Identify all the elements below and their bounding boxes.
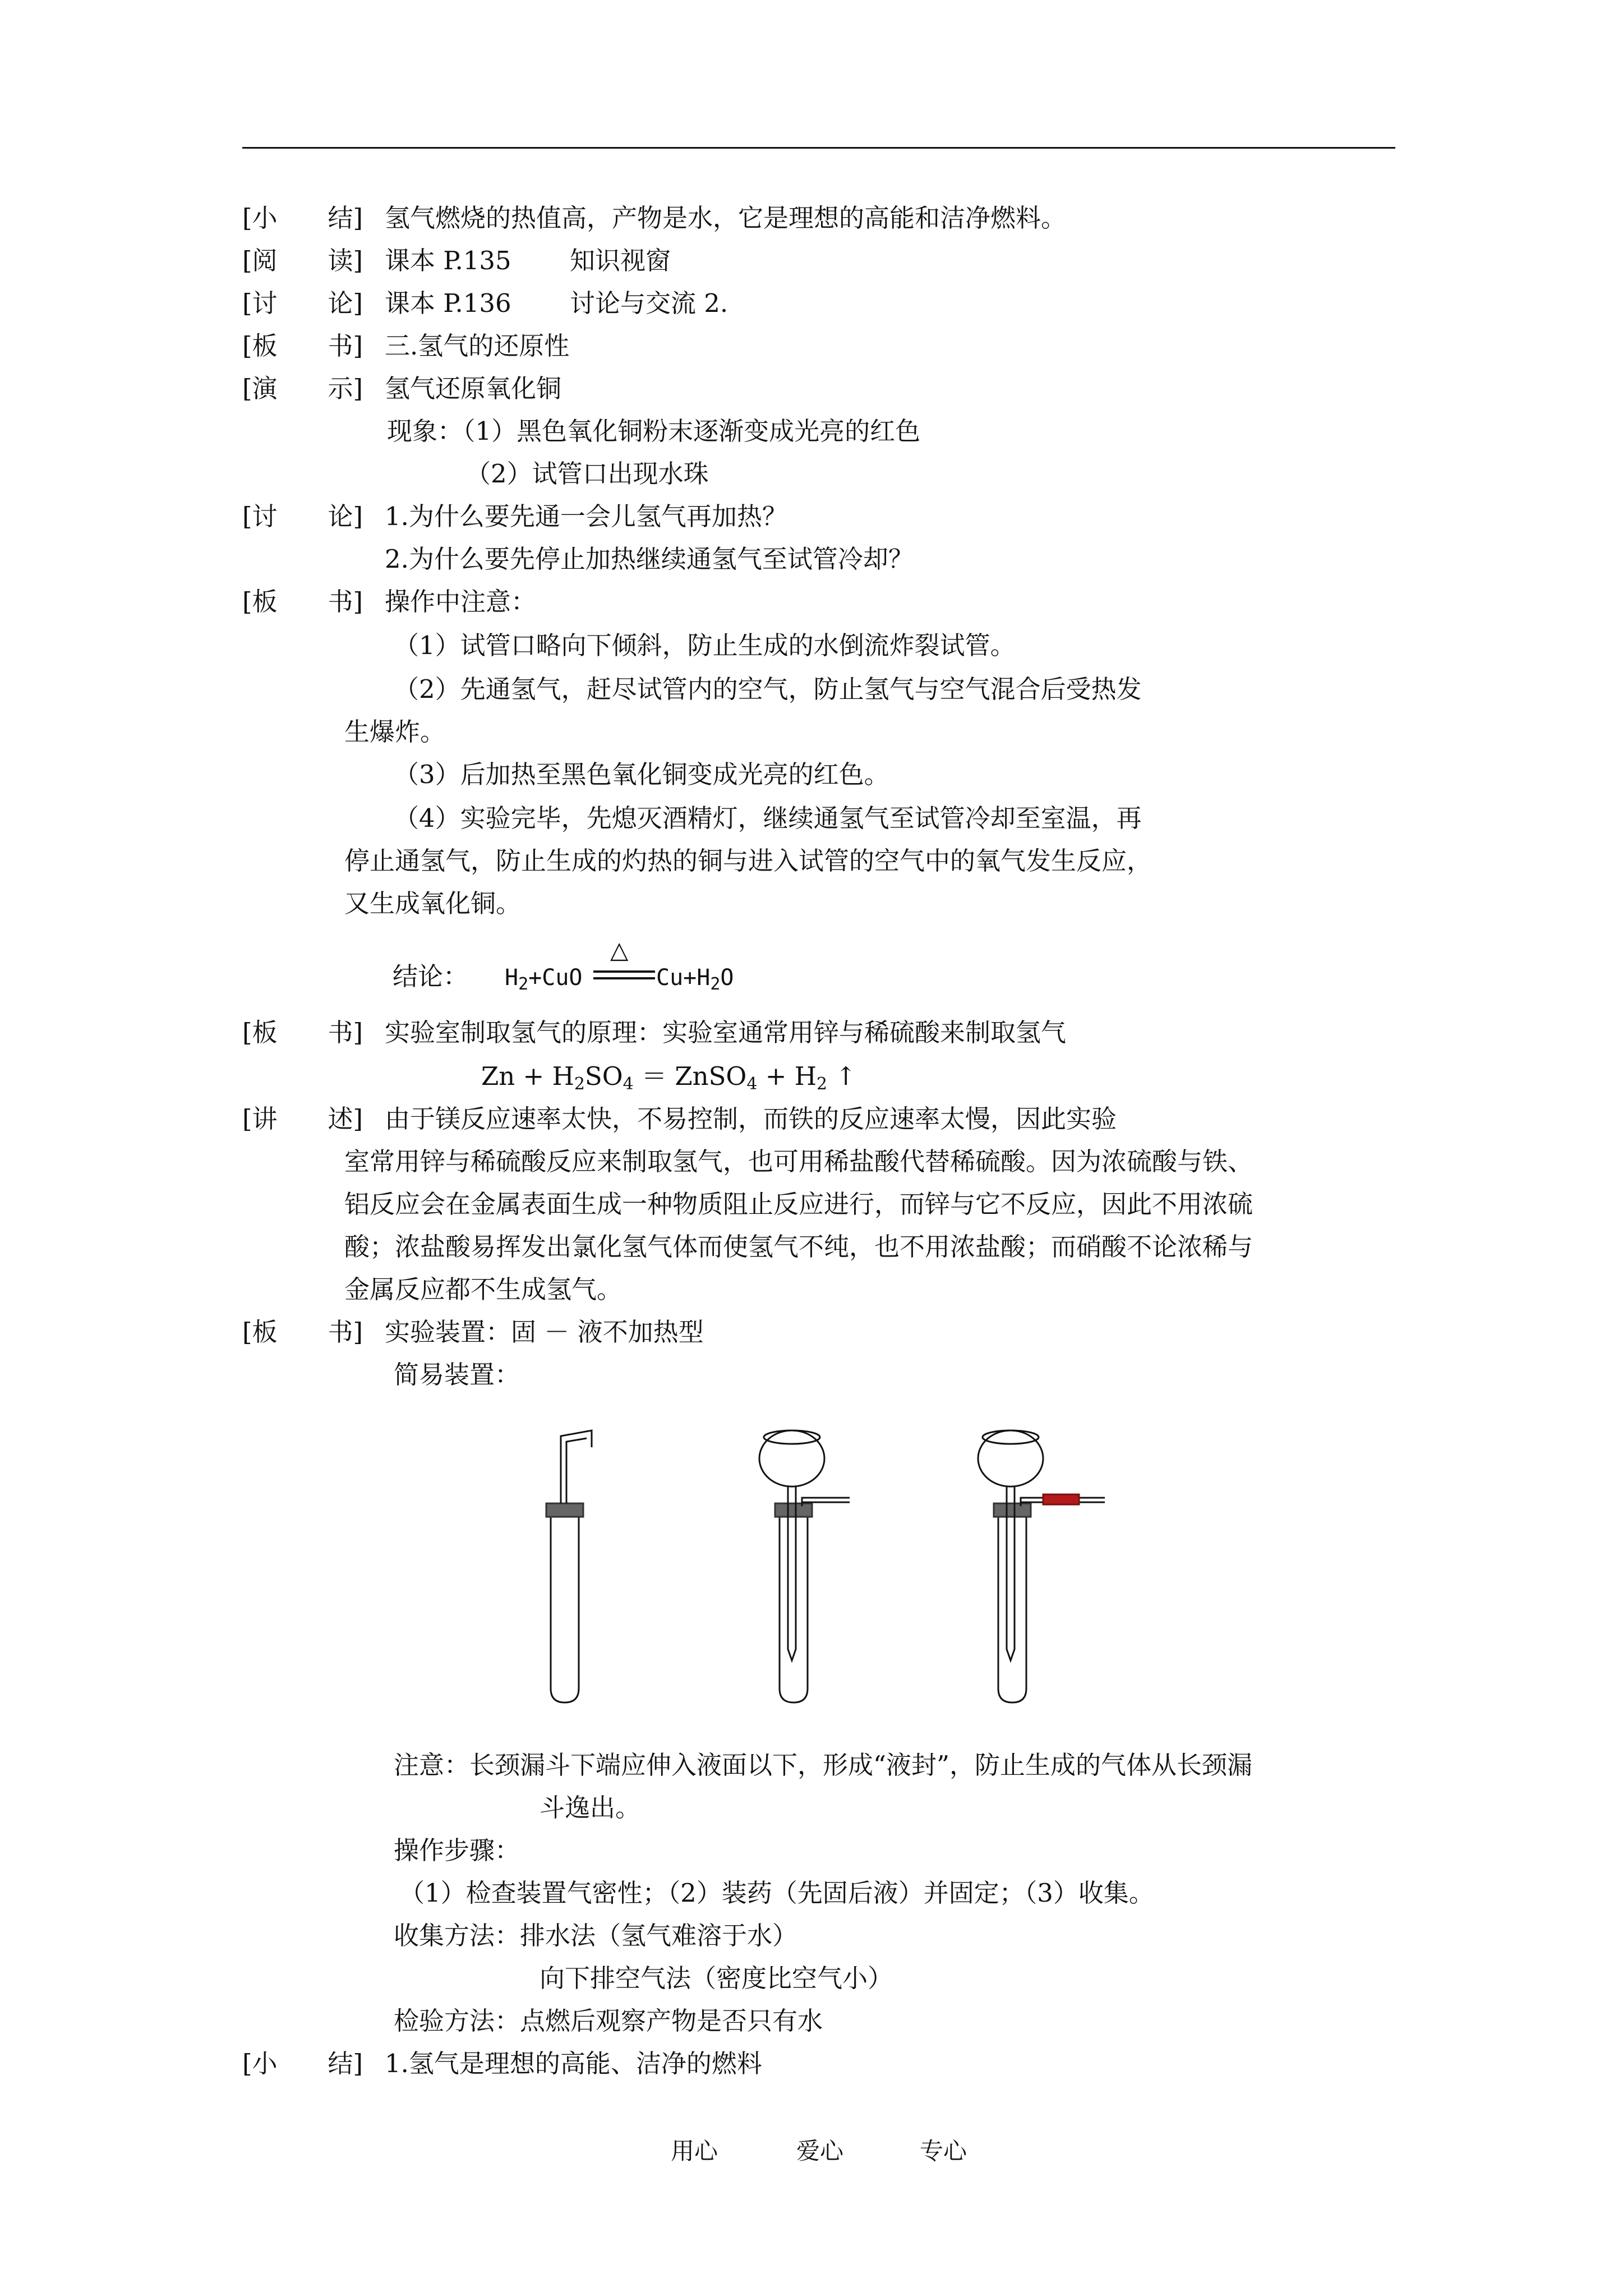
- principle-text: 实验室制取氢气的原理：实验室通常用锌与稀硫酸来制取氢气: [385, 1018, 1067, 1047]
- lecture-text: 由于镁反应速率太快，不易控制，而铁的反应速率太慢，因此实验: [385, 1104, 1117, 1134]
- apparatus-text: 实验装置：固 － 液不加热型: [385, 1317, 704, 1347]
- note-line: 停止通氢气，防止生成的灼热的铜与进入试管的空气中的氧气发生反应，: [344, 846, 1152, 876]
- board-heading: 三.氢气的还原性: [385, 331, 570, 361]
- summary-text: 1.氢气是理想的高能、洁净的燃料: [385, 2049, 762, 2078]
- steps-text: （1）检查装置气密性；（2）装药（先固后液）并固定；（3）收集。: [399, 1878, 1154, 1908]
- equals-line-top: [593, 970, 655, 973]
- section-tag: [讲 述]: [242, 1104, 363, 1134]
- section-tag: [阅 读]: [242, 246, 363, 275]
- section-tag: [小 结]: [242, 2049, 363, 2078]
- footer-item: 爱心: [796, 2137, 844, 2165]
- funnel-tube-apparatus: [759, 1430, 850, 1703]
- note-line: （4）实验完毕，先熄灭酒精灯，继续通氢气至试管冷却至室温，再: [394, 803, 1142, 833]
- note-line: （1）试管口略向下倾斜，防止生成的水倒流炸裂试管。: [394, 631, 1016, 660]
- footer-item: 专心: [920, 2137, 967, 2165]
- note-line: （3）后加热至黑色氧化铜变成光亮的红色。: [394, 760, 889, 789]
- summary-text: 氢气燃烧的热值高，产物是水，它是理想的高能和洁净燃料。: [385, 203, 1067, 233]
- phenomenon-line: （2）试管口出现水珠: [465, 459, 709, 489]
- section-tag: [板 书]: [242, 1018, 363, 1047]
- test-method-text: 检验方法：点燃后观察产物是否只有水: [394, 2006, 823, 2036]
- note-line: （2）先通氢气，赶尽试管内的空气，防止氢气与空气混合后受热发: [394, 674, 1142, 704]
- caution-text: 注意：长颈漏斗下端应伸入液面以下，形成“液封”，防止生成的气体从长颈漏: [394, 1750, 1253, 1780]
- reduction-equation: [505, 936, 740, 999]
- lecture-text: 酸；浓盐酸易挥发出氯化氢气体而使氢气不纯，也不用浓盐酸；而硝酸不论浓稀与: [344, 1232, 1253, 1262]
- question-text: 2.为什么要先停止加热继续通氢气至试管冷却？: [385, 544, 914, 574]
- collection-text: 向下排空气法（密度比空气小）: [540, 1963, 893, 1993]
- lecture-text: 铝反应会在金属表面生成一种物质阻止反应进行，而锌与它不反应，因此不用浓硫: [344, 1189, 1253, 1219]
- caution-text: 斗逸出。: [540, 1793, 641, 1823]
- reading-text: 课本 P.135 知识视窗: [385, 246, 671, 275]
- section-tag: [板 书]: [242, 331, 363, 361]
- discussion-text: 课本 P.136 讨论与交流 2.: [385, 288, 728, 318]
- board-heading: 操作中注意：: [385, 587, 537, 616]
- header-rule: [242, 147, 1395, 149]
- section-tag: [板 书]: [242, 1317, 363, 1347]
- funnel-tube-connector-apparatus: [978, 1430, 1105, 1703]
- apparatus-subheading: 简易装置：: [394, 1360, 520, 1389]
- section-tag: [讨 论]: [242, 501, 363, 531]
- section-tag: [演 示]: [242, 374, 363, 403]
- section-tag: [板 书]: [242, 587, 363, 616]
- zinc-acid-equation: $Zn + H_2SO_4$ ＝ ZnSO$_4$ + $H_2$ ↑: [481, 1061, 857, 1094]
- equals-line-bottom: [593, 977, 655, 979]
- phenomenon-line: 现象：（1）黑色氧化铜粉末逐渐变成光亮的红色: [387, 416, 921, 446]
- collection-text: 收集方法：排水法（氢气难溶于水）: [394, 1921, 798, 1950]
- note-line: 生爆炸。: [344, 717, 446, 747]
- equation-left: $H_2+CuO$: [505, 965, 583, 994]
- footer-item: 用心: [671, 2137, 718, 2165]
- apparatus-illustration: [505, 1414, 1155, 1705]
- demo-text: 氢气还原氧化铜: [385, 374, 562, 403]
- section-tag: [讨 论]: [242, 288, 363, 318]
- section-tag: [小 结]: [242, 203, 363, 233]
- lecture-text: 室常用锌与稀硫酸反应来制取氢气，也可用稀盐酸代替稀硫酸。因为浓硫酸与铁、: [344, 1147, 1253, 1176]
- lecture-text: 金属反应都不生成氢气。: [344, 1274, 623, 1304]
- note-line: 又生成氧化铜。: [344, 889, 522, 918]
- simple-tube-apparatus: [546, 1430, 592, 1703]
- heat-condition: △: [610, 936, 629, 964]
- question-text: 1.为什么要先通一会儿氢气再加热？: [385, 501, 787, 531]
- steps-heading: 操作步骤：: [394, 1835, 520, 1865]
- equation-right: $Cu+H_2O$: [656, 965, 734, 994]
- conclusion-label: 结论：: [393, 961, 469, 991]
- rubber-tube-icon: [1043, 1494, 1079, 1504]
